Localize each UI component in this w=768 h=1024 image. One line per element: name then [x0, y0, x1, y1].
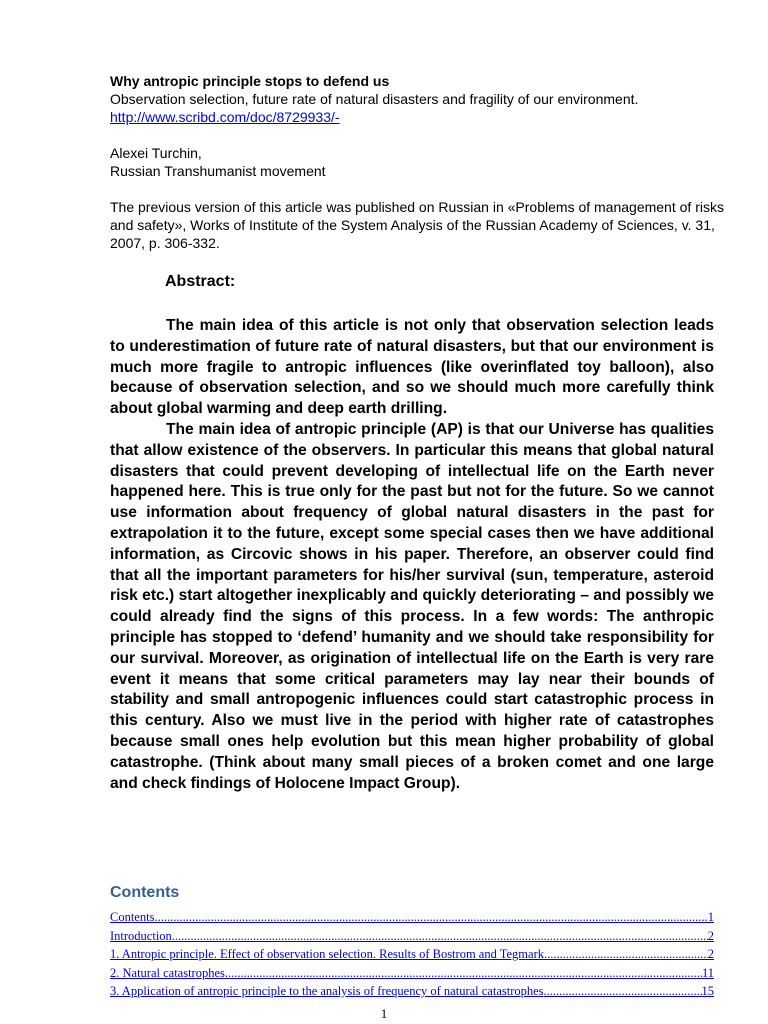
toc-entry-title: 3. Application of antropic principle to the analysis of frequency of natural catastrophes	[110, 984, 544, 998]
document-title: Why antropic principle stops to defend us	[110, 73, 390, 89]
toc-leader-dots	[544, 945, 708, 964]
abstract-heading: Abstract:	[165, 273, 236, 290]
toc-entry-title: 1. Antropic principle. Effect of observation selection. Results of Bostrom and Tegmark	[110, 947, 544, 961]
toc-leader-dots	[225, 964, 702, 983]
table-of-contents	[110, 908, 714, 1001]
spacer	[110, 180, 730, 198]
toc-entry-application[interactable]	[110, 982, 714, 1001]
document-header	[110, 72, 730, 252]
toc-leader-dots	[154, 908, 707, 927]
toc-entry-introduction[interactable]	[110, 927, 714, 946]
abstract-body	[110, 316, 714, 794]
page-number: 1	[380, 1006, 388, 1021]
toc-entry-natural-catastrophes[interactable]	[110, 964, 714, 983]
abstract-paragraph-1: The main idea of this article is not only that observation selection leads to underestimation of future rate of natural disasters, but that our environment is much more fragile to antropic influences (like overinflated toy balloon), also because of observation selection, and so we should much more carefully think about global warming and deep earth drilling.	[110, 317, 714, 418]
toc-entry-page: 1	[707, 910, 714, 924]
toc-leader-dots	[172, 927, 708, 946]
toc-entry-title: Introduction	[110, 928, 172, 943]
toc-entry-contents[interactable]	[110, 908, 714, 927]
toc-entry-title: 2. Natural catastrophes	[110, 965, 225, 980]
source-url-link[interactable]: http://www.scribd.com/doc/8729933/-	[110, 109, 340, 125]
toc-leader-dots	[544, 982, 702, 1001]
author-name: Alexei Turchin,	[110, 145, 202, 161]
previous-version-note: The previous version of this article was published on Russian in «Problems of management of risks and safety», Works of Institute of the System Analysis of the Russian Academy of Sciences, v. 31, 2007, p. 306-332.	[110, 199, 724, 251]
spacer	[110, 126, 730, 144]
abstract-paragraph-2: The main idea of antropic principle (AP) is that our Universe has qualities that allow existence of the observers. In particular this means that global natural disasters that could prevent developing of intellectual life on the Earth never happened here. This is true only for the past but not for the future. So we cannot use information about frequency of global natural disasters in the past for extrapolation it to the future, except some special cases then we have additional information, as Circovic shows in his paper. Therefore, an observer could find that all the important parameters for his/her survival (sun, temperature, asteroid risk etc.) start altogether inexplicably and quickly deteriorating – and possibly we could already find the signs of this process. In a few words: The anthropic principle has stopped to ‘defend’ humanity and we should take responsibility for our survival. Moreover, as origination of intellectual life on the Earth is very rare event it means that some critical parameters may lay near their bounds of stability and small antropogenic influences could start catastrophic process in this century. Also we must live in the period with higher rate of catastrophes because small ones help evolution but this mean higher probability of global catastrophe. (Think about many small pieces of a broken comet and one large and check findings of Holocene Impact Group).	[110, 420, 714, 792]
toc-entry-page: 11	[701, 965, 714, 980]
toc-entry-page: 15	[701, 984, 714, 998]
author-affiliation: Russian Transhumanist movement	[110, 163, 326, 179]
toc-entry-title: Contents	[110, 910, 155, 924]
document-subtitle: Observation selection, future rate of natural disasters and fragility of our environment.	[110, 91, 639, 107]
toc-entry-page: 2	[707, 928, 714, 943]
toc-entry-page: 2	[707, 947, 714, 961]
contents-heading: Contents	[110, 884, 180, 901]
toc-entry-antropic-principle[interactable]	[110, 945, 714, 964]
